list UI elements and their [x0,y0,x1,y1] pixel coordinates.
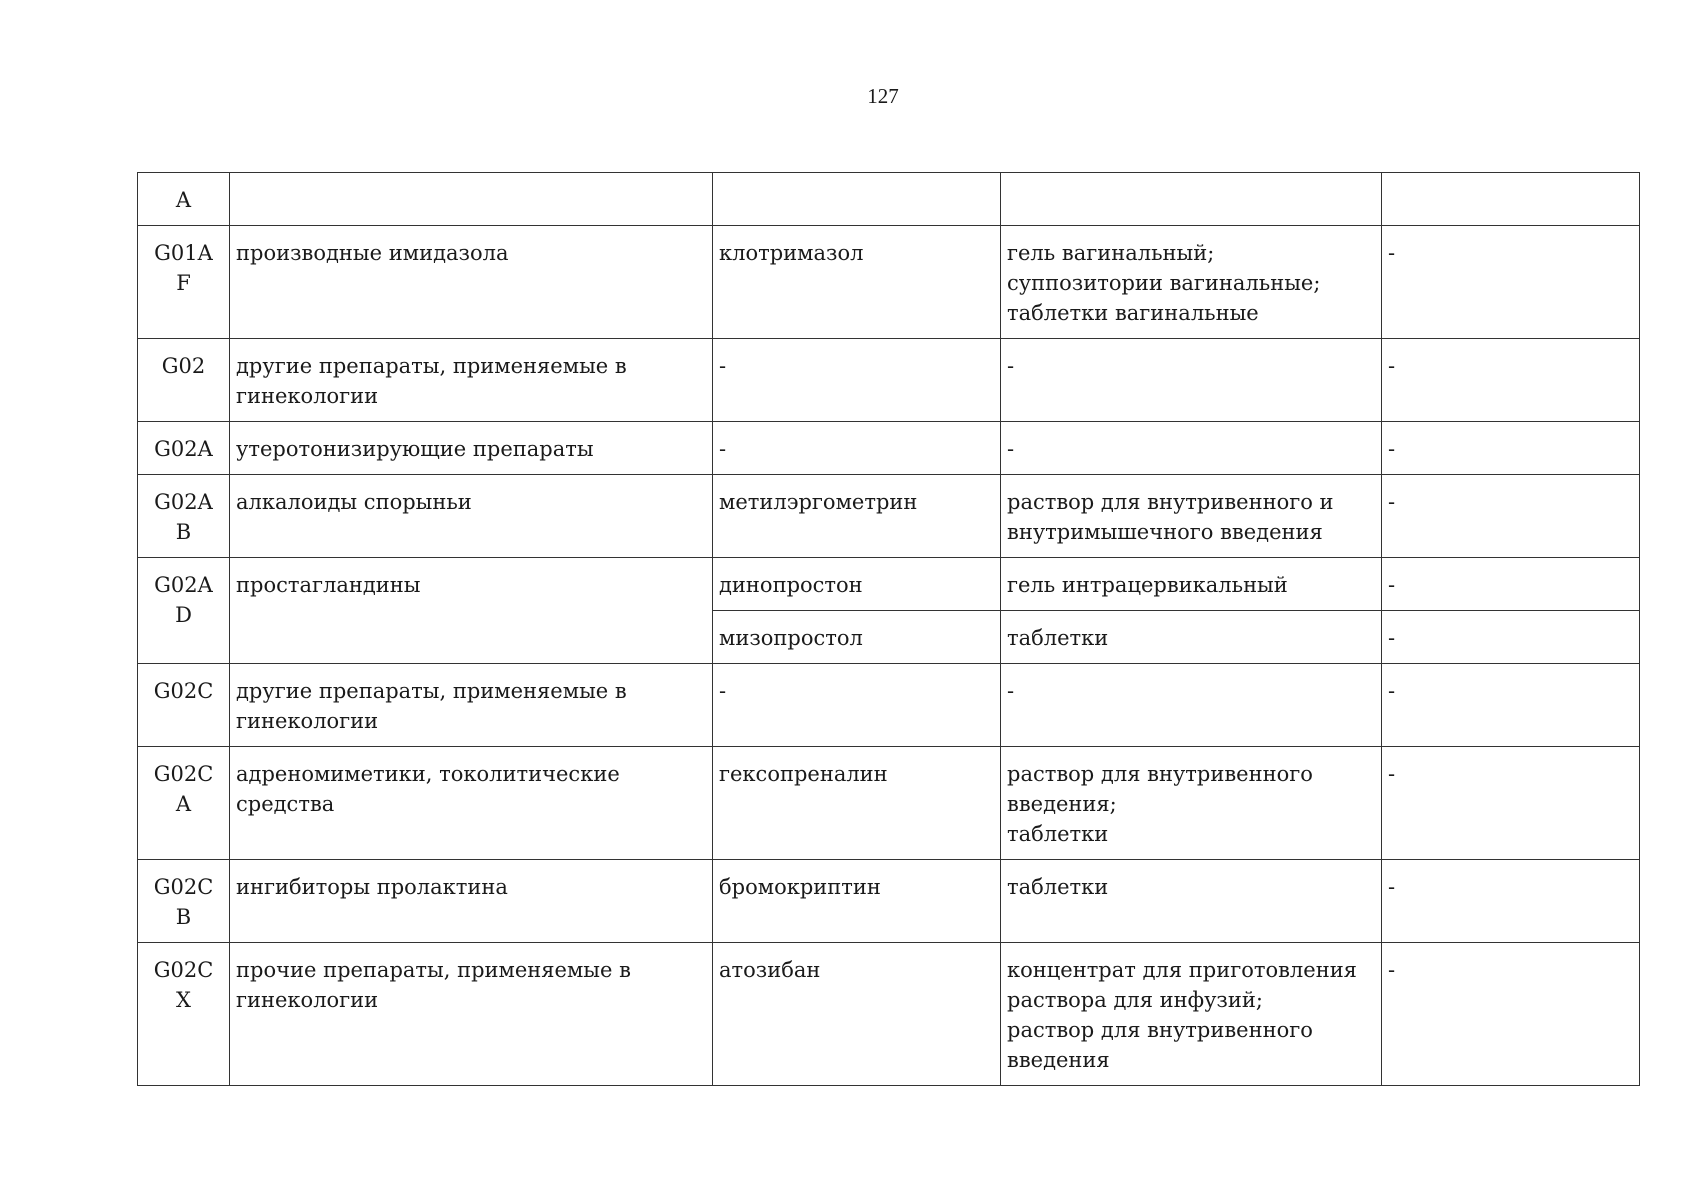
atc-code-cell: G02C B [138,860,230,943]
table-row [138,226,1640,339]
table-row [138,173,1640,226]
dosage-form-cell: гель интрацервикальный [1001,558,1382,611]
note-cell: - [1382,558,1640,611]
drug-name-cell: - [713,422,1001,475]
atc-code-cell: A [138,173,230,226]
table-row [138,339,1640,422]
page-number: 127 [867,84,899,108]
table-row [138,943,1640,1086]
table-row [138,860,1640,943]
note-cell: - [1382,422,1640,475]
drug-name-cell: метилэргометрин [713,475,1001,558]
atc-code-cell: G02A D [138,558,230,664]
note-cell: - [1382,860,1640,943]
group-name-cell: другие препараты, применяемые в гинекологии [230,664,713,747]
dosage-form-cell: - [1001,422,1382,475]
group-name-cell [230,173,713,226]
atc-code-cell: G02A [138,422,230,475]
group-name-cell: утеротонизирующие препараты [230,422,713,475]
note-cell: - [1382,747,1640,860]
atc-code-cell: G02 [138,339,230,422]
note-cell: - [1382,943,1640,1086]
dosage-form-cell: - [1001,664,1382,747]
drug-name-cell: - [713,339,1001,422]
table-row [138,747,1640,860]
dosage-form-cell: таблетки [1001,860,1382,943]
drug-name-cell: мизопростол [713,611,1001,664]
group-name-cell: другие препараты, применяемые в гинекологии [230,339,713,422]
group-name-cell: ингибиторы пролактина [230,860,713,943]
drug-classification-table [137,172,1640,1086]
group-name-cell: простагландины [230,558,713,664]
atc-code-cell: G02C A [138,747,230,860]
table-row [138,664,1640,747]
group-name-cell: производные имидазола [230,226,713,339]
note-cell: - [1382,339,1640,422]
dosage-form-cell: раствор для внутривенного и внутримышечного введения [1001,475,1382,558]
note-cell: - [1382,611,1640,664]
dosage-form-cell: таблетки [1001,611,1382,664]
group-name-cell: адреномиметики, токолитические средства [230,747,713,860]
note-cell: - [1382,226,1640,339]
drug-name-cell: гексопреналин [713,747,1001,860]
drug-name-cell: бромокриптин [713,860,1001,943]
drug-name-cell [713,173,1001,226]
note-cell [1382,173,1640,226]
dosage-form-cell: гель вагинальный; суппозитории вагинальные; таблетки вагинальные [1001,226,1382,339]
atc-code-cell: G01A F [138,226,230,339]
drug-name-cell: динопростон [713,558,1001,611]
group-name-cell: алкалоиды спорыньи [230,475,713,558]
note-cell: - [1382,475,1640,558]
table-row [138,475,1640,558]
atc-code-cell: G02A B [138,475,230,558]
table-row [138,422,1640,475]
group-name-cell: прочие препараты, применяемые в гинекологии [230,943,713,1086]
note-cell: - [1382,664,1640,747]
table-row [138,558,1640,611]
drug-name-cell: клотримазол [713,226,1001,339]
dosage-form-cell [1001,173,1382,226]
atc-code-cell: G02C X [138,943,230,1086]
drug-name-cell: атозибан [713,943,1001,1086]
dosage-form-cell: раствор для внутривенного введения; таблетки [1001,747,1382,860]
dosage-form-cell: концентрат для приготовления раствора для инфузий; раствор для внутривенного введения [1001,943,1382,1086]
atc-code-cell: G02C [138,664,230,747]
dosage-form-cell: - [1001,339,1382,422]
drug-name-cell: - [713,664,1001,747]
